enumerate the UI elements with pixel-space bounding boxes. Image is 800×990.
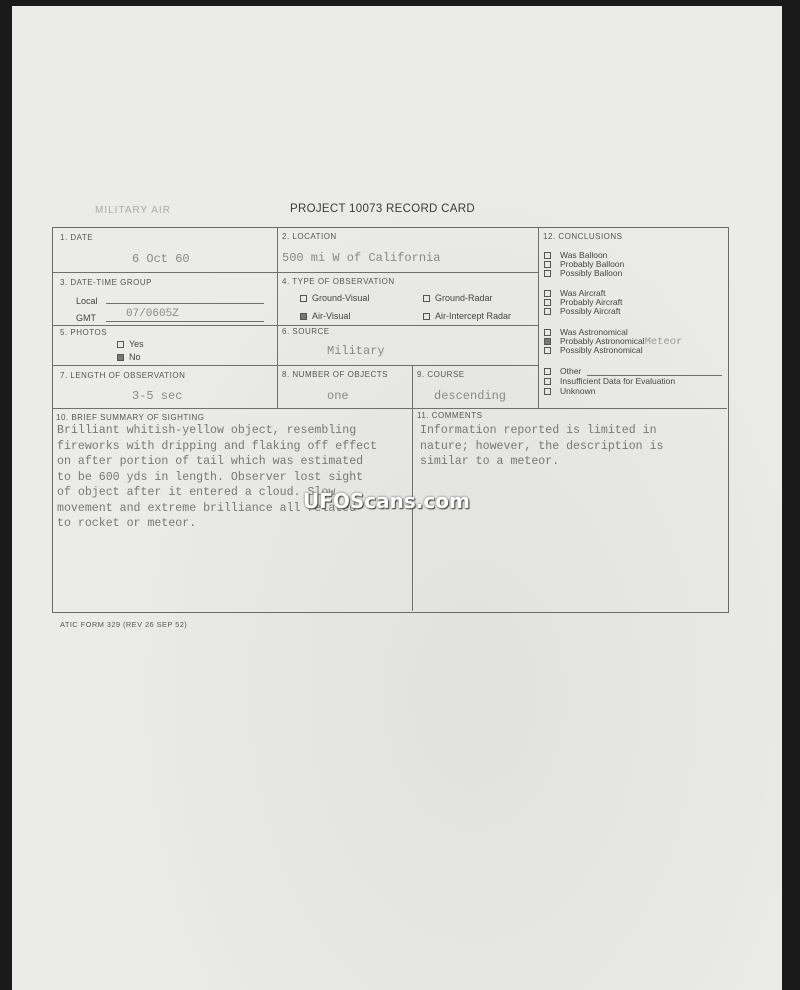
row-divider-2 [53,325,538,326]
photos-label: 5. PHOTOS [60,328,108,337]
type-of-observation-label: 4. TYPE OF OBSERVATION [282,277,395,286]
checkbox-ground-visual [300,295,307,302]
length-of-observation-value: 3-5 sec [132,389,183,403]
option-ground-visual: Ground-Visual [300,293,369,303]
gmt-value: 07/0605Z [126,308,179,320]
number-of-objects-label: 8. NUMBER OF OBJECTS [282,370,389,379]
source-label: 6. SOURCE [282,327,330,336]
comments-text: Information reported is limited in nature; however, the description is similar to a meteor. [420,424,664,468]
conclusion-probably-astronomical: Probably AstronomicalMeteor [544,336,682,348]
summary-text: Brilliant whitish-yellow object, resembling fireworks with dripping and flaking off effect on after portion of tail which was estimated to be 600 yds in length. Observer lost sight of object after it entered a cloud. Slow movement and extreme brilliance all related to rocket or meteor. [57,424,378,530]
local-underline [106,303,264,304]
conclusion-unknown: Unknown [544,386,595,396]
checkbox-air-visual-checked [300,313,307,320]
conclusion-insufficient-data: Insufficient Data for Evaluation [544,376,675,386]
option-air-visual: Air-Visual [300,311,350,321]
checkbox-ground-radar [423,295,430,302]
course-value: descending [434,389,507,403]
conclusion-possibly-balloon: Possibly Balloon [544,268,622,278]
gmt-label: GMT [76,313,96,323]
photos-yes: Yes [117,339,144,349]
date-label: 1. DATE [60,233,94,242]
form-number: ATIC FORM 329 (REV 26 SEP 52) [60,620,188,629]
conclusion-note: Meteor [644,336,683,348]
summary-label: 10. BRIEF SUMMARY OF SIGHTING [56,413,205,422]
gmt-underline [106,321,264,322]
row-divider-1 [53,272,538,273]
checkbox-air-intercept-radar [423,313,430,320]
checkbox-photos-yes [117,341,124,348]
option-ground-radar: Ground-Radar [423,293,493,303]
conclusion-was-aircraft: Was Aircraft [544,288,606,298]
local-label: Local [76,296,98,306]
number-of-objects-value: one [327,389,349,403]
conclusion-probably-balloon: Probably Balloon [544,259,624,269]
location-value: 500 mi W of California [282,251,441,265]
column-divider-3 [412,365,413,611]
course-label: 9. COURSE [417,370,465,379]
conclusion-possibly-astronomical: Possibly Astronomical [544,345,643,355]
conclusion-other: Other [544,366,581,376]
watermark: UFOScans.com [303,489,470,513]
location-label: 2. LOCATION [282,232,337,241]
column-divider-2 [538,228,539,408]
photos-no: No [117,352,141,362]
conclusion-was-balloon: Was Balloon [544,250,607,260]
comments-label: 11. COMMENTS [417,411,483,420]
checkbox-photos-no-checked [117,354,124,361]
row-divider-3 [53,365,538,366]
conclusion-probably-aircraft: Probably Aircraft [544,297,622,307]
source-value: Military [327,344,385,358]
military-air-stamp: MILITARY AIR [95,205,171,216]
conclusion-possibly-aircraft: Possibly Aircraft [544,306,620,316]
conclusion-was-astronomical: Was Astronomical [544,327,628,337]
date-value: 6 Oct 60 [132,252,190,266]
card-title: PROJECT 10073 RECORD CARD [290,203,475,215]
date-time-group-label: 3. DATE-TIME GROUP [60,278,152,287]
option-air-intercept-radar: Air-Intercept Radar [423,311,511,321]
conclusions-label: 12. CONCLUSIONS [543,232,623,241]
row-divider-4 [53,408,727,409]
length-of-observation-label: 7. LENGTH OF OBSERVATION [60,371,186,380]
column-divider-1 [277,228,278,408]
